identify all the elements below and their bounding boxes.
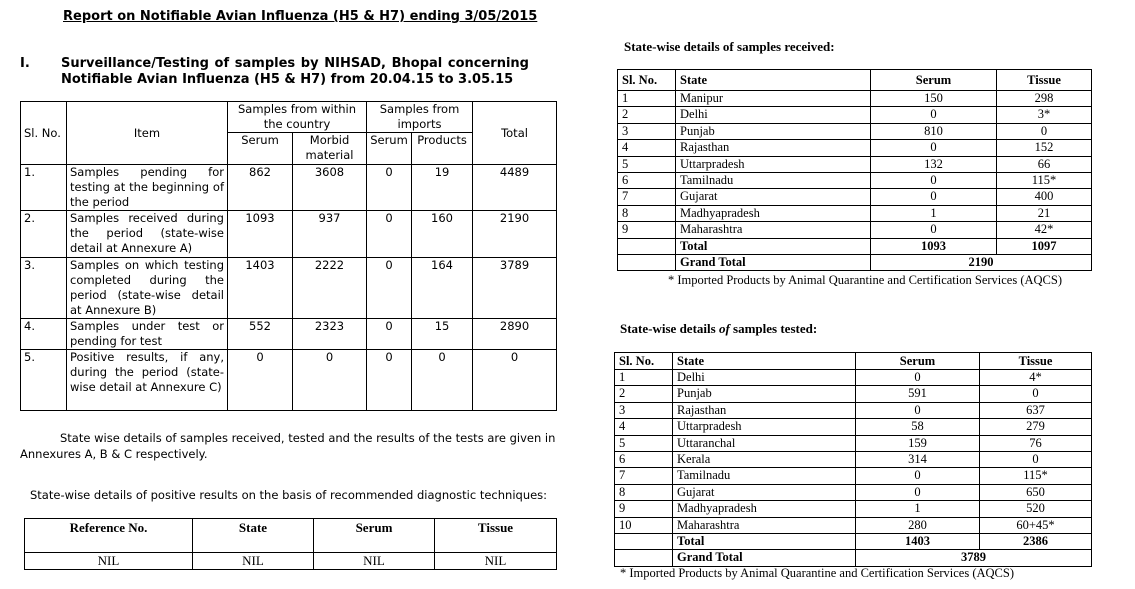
- cell-sl: 6: [618, 173, 676, 189]
- cell-sl: 1: [615, 370, 673, 386]
- annexure-note-text: State wise details of samples received, tested and the results of the tests are given in Annexures A, B & C respectively.: [20, 431, 556, 461]
- header-tissue: Tissue: [435, 519, 557, 553]
- cell-tissue: 650: [980, 484, 1092, 500]
- cell-total: 2890: [473, 319, 557, 350]
- tested-heading: [620, 321, 817, 337]
- tested-heading-of: of: [718, 321, 730, 336]
- table-row: [21, 258, 557, 319]
- header-tissue: Tissue: [980, 353, 1092, 370]
- cell-serum: 0: [228, 350, 293, 411]
- grand-total-value: 3789: [856, 550, 1092, 566]
- cell-serum: 150: [871, 91, 997, 107]
- cell-item: Samples on which testing completed during the period (state-wise detail at Annexure B): [67, 258, 228, 319]
- cell-tissue: 0: [980, 386, 1092, 402]
- cell-sl: 8: [615, 484, 673, 500]
- header-serum: Serum: [228, 133, 293, 165]
- cell-tissue: 3*: [997, 107, 1092, 123]
- cell-tissue: 115*: [980, 468, 1092, 484]
- cell-tissue: 520: [980, 501, 1092, 517]
- cell-imp-serum: 0: [367, 319, 412, 350]
- cell-sl: 5: [618, 156, 676, 172]
- cell-sl: 5: [615, 435, 673, 451]
- cell-serum: 314: [856, 452, 980, 468]
- table-row: [615, 435, 1092, 451]
- tested-footnote: * Imported Products by Animal Quarantine and Certification Services (AQCS): [620, 566, 1015, 580]
- cell-imp-serum: 0: [367, 350, 412, 411]
- cell-state: NIL: [193, 553, 314, 570]
- cell-imp-serum: 0: [367, 165, 412, 211]
- cell-serum: 1: [871, 205, 997, 221]
- table-row: [615, 370, 1092, 386]
- table-row: [618, 173, 1092, 189]
- table-row: [618, 107, 1092, 123]
- cell-serum: 58: [856, 419, 980, 435]
- cell-sl: 9: [615, 501, 673, 517]
- total-serum: 1093: [871, 238, 997, 254]
- table-row: [615, 402, 1092, 418]
- table-row: [618, 222, 1092, 238]
- header-serum-imports: Serum: [367, 133, 412, 165]
- cell-serum: 862: [228, 165, 293, 211]
- cell-item: Samples pending for testing at the beginning of the period: [67, 165, 228, 211]
- cell-serum: 132: [871, 156, 997, 172]
- cell-sl: 4: [618, 140, 676, 156]
- table-row: [25, 553, 557, 570]
- cell-serum: 0: [871, 173, 997, 189]
- total-tissue: 2386: [980, 534, 1092, 550]
- cell-state: Punjab: [673, 386, 856, 402]
- cell-empty: [618, 238, 676, 254]
- cell-tissue: 279: [980, 419, 1092, 435]
- cell-empty: [615, 534, 673, 550]
- cell-serum: 280: [856, 517, 980, 533]
- cell-sl: 10: [615, 517, 673, 533]
- cell-morbid: 0: [293, 350, 367, 411]
- cell-sl: 4.: [21, 319, 67, 350]
- section-heading: Surveillance/Testing of samples by NIHSAD, Bhopal concerning Notifiable Avian Influenza (H5 & H7) from 20.04.15 to 3.05.15: [61, 56, 529, 87]
- grand-total-label: Grand Total: [676, 255, 871, 271]
- cell-state: Rajasthan: [673, 402, 856, 418]
- cell-products: 160: [412, 211, 473, 258]
- cell-sl: 9: [618, 222, 676, 238]
- cell-serum: 0: [871, 222, 997, 238]
- cell-empty: [615, 550, 673, 566]
- cell-sl: 2: [615, 386, 673, 402]
- cell-tissue: 76: [980, 435, 1092, 451]
- table-row: [615, 484, 1092, 500]
- table-row: [618, 140, 1092, 156]
- header-tissue: Tissue: [997, 70, 1092, 91]
- cell-total: 4489: [473, 165, 557, 211]
- cell-total: 0: [473, 350, 557, 411]
- table-row: [618, 156, 1092, 172]
- cell-state: Delhi: [673, 370, 856, 386]
- total-row: [618, 238, 1092, 254]
- cell-tissue: 637: [980, 402, 1092, 418]
- cell-serum: 0: [856, 370, 980, 386]
- total-label: Total: [676, 238, 871, 254]
- cell-serum: 0: [856, 484, 980, 500]
- cell-products: 164: [412, 258, 473, 319]
- header-imports: Samples from imports: [367, 102, 473, 133]
- cell-products: 0: [412, 350, 473, 411]
- table-row: [618, 91, 1092, 107]
- cell-serum: NIL: [314, 553, 435, 570]
- annexure-note: [20, 430, 556, 462]
- table-row: [615, 452, 1092, 468]
- cell-serum: 810: [871, 123, 997, 139]
- cell-item: Positive results, if any, during the period (state-wise detail at Annexure C): [67, 350, 228, 411]
- cell-state: Punjab: [676, 123, 871, 139]
- cell-total: 2190: [473, 211, 557, 258]
- cell-sl: 6: [615, 452, 673, 468]
- total-row: [615, 534, 1092, 550]
- cell-state: Delhi: [676, 107, 871, 123]
- table-row: [615, 517, 1092, 533]
- received-table: [617, 69, 1092, 271]
- cell-sl: 3.: [21, 258, 67, 319]
- cell-tissue: 400: [997, 189, 1092, 205]
- received-heading: State-wise details of samples received:: [624, 39, 835, 54]
- cell-state: Tamilnadu: [676, 173, 871, 189]
- cell-sl: 8: [618, 205, 676, 221]
- cell-serum: 0: [871, 189, 997, 205]
- grand-total-label: Grand Total: [673, 550, 856, 566]
- table-row: [21, 211, 557, 258]
- cell-tissue: 0: [980, 452, 1092, 468]
- report-title: Report on Notifiable Avian Influenza (H5 & H7) ending 3/05/2015: [63, 9, 538, 24]
- cell-sl: 2: [618, 107, 676, 123]
- cell-tissue: 152: [997, 140, 1092, 156]
- positive-table: [24, 518, 557, 570]
- cell-imp-serum: 0: [367, 211, 412, 258]
- cell-serum: 1403: [228, 258, 293, 319]
- cell-reference: NIL: [25, 553, 193, 570]
- cell-tissue: 66: [997, 156, 1092, 172]
- cell-state: Manipur: [676, 91, 871, 107]
- table-row: [21, 350, 557, 411]
- header-serum: Serum: [856, 353, 980, 370]
- header-serum: Serum: [871, 70, 997, 91]
- cell-sl: 7: [618, 189, 676, 205]
- cell-serum: 159: [856, 435, 980, 451]
- cell-tissue: 0: [997, 123, 1092, 139]
- section-number: I.: [20, 56, 30, 71]
- cell-state: Gujarat: [676, 189, 871, 205]
- cell-tissue: 298: [997, 91, 1092, 107]
- cell-state: Maharashtra: [673, 517, 856, 533]
- header-state: State: [193, 519, 314, 553]
- cell-imp-serum: 0: [367, 258, 412, 319]
- cell-sl: 1: [618, 91, 676, 107]
- received-footnote: * Imported Products by Animal Quarantine and Certification Services (AQCS): [668, 273, 1063, 287]
- table-row: [21, 319, 557, 350]
- grand-total-row: [615, 550, 1092, 566]
- cell-serum: 591: [856, 386, 980, 402]
- header-item: Item: [67, 102, 228, 165]
- cell-tissue: NIL: [435, 553, 557, 570]
- cell-serum: 552: [228, 319, 293, 350]
- cell-sl: 2.: [21, 211, 67, 258]
- cell-empty: [618, 255, 676, 271]
- cell-state: Rajasthan: [676, 140, 871, 156]
- cell-morbid: 937: [293, 211, 367, 258]
- cell-state: Uttarpradesh: [673, 419, 856, 435]
- cell-item: Samples under test or pending for test: [67, 319, 228, 350]
- header-state: State: [676, 70, 871, 91]
- cell-sl: 5.: [21, 350, 67, 411]
- grand-total-value: 2190: [871, 255, 1092, 271]
- cell-serum: 0: [871, 107, 997, 123]
- table-row: [21, 165, 557, 211]
- cell-serum: 0: [871, 140, 997, 156]
- header-serum: Serum: [314, 519, 435, 553]
- cell-sl: 3: [618, 123, 676, 139]
- total-tissue: 1097: [997, 238, 1092, 254]
- header-total: Total: [473, 102, 557, 165]
- cell-tissue: 60+45*: [980, 517, 1092, 533]
- header-state: State: [673, 353, 856, 370]
- table-row: [615, 386, 1092, 402]
- surveillance-table: [20, 101, 557, 411]
- positive-heading: State-wise details of positive results on the basis of recommended diagnostic techniques:: [30, 488, 548, 502]
- total-serum: 1403: [856, 534, 980, 550]
- tested-table: [614, 352, 1092, 567]
- cell-products: 15: [412, 319, 473, 350]
- header-sl: Sl. No.: [21, 102, 67, 165]
- tested-heading-pre: State-wise details: [620, 321, 719, 336]
- cell-state: Madhyapradesh: [673, 501, 856, 517]
- grand-total-row: [618, 255, 1092, 271]
- cell-sl: 4: [615, 419, 673, 435]
- total-label: Total: [673, 534, 856, 550]
- cell-state: Kerala: [673, 452, 856, 468]
- header-within: Samples from within the country: [228, 102, 367, 133]
- cell-state: Uttarpradesh: [676, 156, 871, 172]
- cell-morbid: 2222: [293, 258, 367, 319]
- cell-tissue: 115*: [997, 173, 1092, 189]
- cell-morbid: 2323: [293, 319, 367, 350]
- header-sl: Sl. No.: [618, 70, 676, 91]
- header-morbid: Morbid material: [293, 133, 367, 165]
- cell-tissue: 21: [997, 205, 1092, 221]
- cell-state: Uttaranchal: [673, 435, 856, 451]
- table-row: [615, 419, 1092, 435]
- cell-total: 3789: [473, 258, 557, 319]
- cell-state: Maharashtra: [676, 222, 871, 238]
- cell-serum: 0: [856, 402, 980, 418]
- table-row: [618, 189, 1092, 205]
- cell-morbid: 3608: [293, 165, 367, 211]
- header-reference: Reference No.: [25, 519, 193, 553]
- cell-products: 19: [412, 165, 473, 211]
- cell-serum: 1093: [228, 211, 293, 258]
- cell-state: Gujarat: [673, 484, 856, 500]
- cell-serum: 0: [856, 468, 980, 484]
- table-row: [615, 501, 1092, 517]
- cell-item: Samples received during the period (state-wise detail at Annexure A): [67, 211, 228, 258]
- cell-sl: 7: [615, 468, 673, 484]
- tested-heading-post: samples tested:: [729, 321, 818, 336]
- table-row: [618, 205, 1092, 221]
- cell-tissue: 4*: [980, 370, 1092, 386]
- cell-sl: 3: [615, 402, 673, 418]
- table-row: [618, 123, 1092, 139]
- cell-sl: 1.: [21, 165, 67, 211]
- cell-state: Tamilnadu: [673, 468, 856, 484]
- table-row: [615, 468, 1092, 484]
- cell-state: Madhyapradesh: [676, 205, 871, 221]
- header-sl: Sl. No.: [615, 353, 673, 370]
- header-products: Products: [412, 133, 473, 165]
- cell-serum: 1: [856, 501, 980, 517]
- cell-tissue: 42*: [997, 222, 1092, 238]
